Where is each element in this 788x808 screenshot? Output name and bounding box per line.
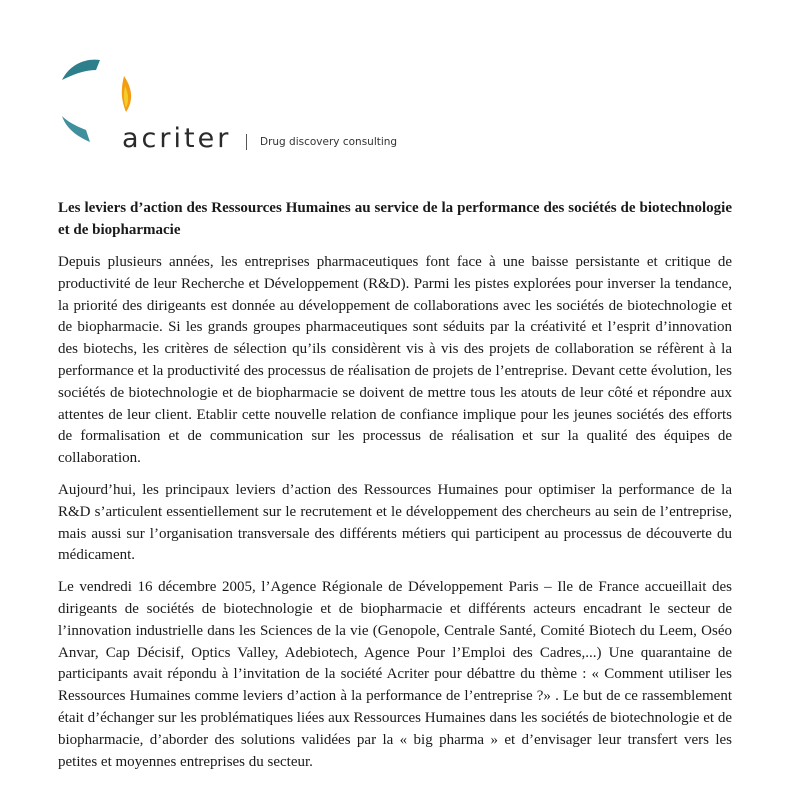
article-paragraph-2: Aujourd’hui, les principaux leviers d’action des Ressources Humaines pour optimiser la performance de la R&D s’articulent essentiellement sur le recrutement et le développement des chercheurs au sein de l’entreprise, mais aussi sur l’organisation transversale des différents métiers qui participent au processus de découverte du médicament. — [58, 481, 732, 564]
acriter-logo — [56, 54, 416, 164]
article-title: Les leviers d’action des Ressources Humaines au service de la performance des sociétés de biotechnologie et de biopharmacie — [58, 200, 732, 238]
article-paragraph-1: Depuis plusieurs années, les entreprises pharmaceutiques font face à une baisse persistante et critique de productivité de leur Recherche et Développement (R&D). Parmi les pistes explorées pour inverser la tendance, la priorité des dirigeants est donnée au développement de collaborations avec les sociétés de biotechnologie et de biopharmacie. Si les grands groupes pharmaceutiques sont séduits par la créativité et l’esprit d’innovation des biotechs, les critères de sélection qu’ils considèrent vis à vis des projets de collaboration se réfèrent à la performance et la productivité des processus de réalisation de projets de l’entreprise. Devant cette évolution, les sociétés de biotechnologie et de biopharmacie se doivent de mettre tous les atouts de leur côté et répondre aux attentes de leur client. Etablir cette nouvelle relation de confiance implique pour les jeunes sociétés des efforts de formalisation et de communication sur les processus de réalisation et sur la qualité des équipes de collaboration. — [58, 254, 732, 467]
logo-tagline: Drug discovery consulting — [260, 136, 398, 148]
article — [58, 197, 732, 783]
logo-wordmark: acriter — [122, 123, 232, 154]
logo-divider — [246, 134, 247, 150]
article-paragraph-3: Le vendredi 16 décembre 2005, l’Agence Régionale de Développement Paris – Ile de France accueillait des dirigeants de sociétés de biotechnologie et de biopharmacie et différents acteurs encadrant le secteur de l’innovation industrielle dans les Sciences de la vie (Genopole, Centrale Santé, Comité Biotech du Leem, Oséo Anvar, Cap Décisif, Optics Valley, Adebiotech, Agence Pour l’Emploi des Cadres,...) Une quarantaine de participants avait répondu à l’invitation de la société Acriter pour débattre du thème : « Comment utiliser les Ressources Humaines comme leviers d’action à la performance de l’entreprise ?» . Le but de ce rassemblement était d’échanger sur les problématiques liées aux Ressources Humaines dans les sociétés de biotechnologie et de biopharmacie, d’aborder des solutions validées par la « big pharma » et d’envisager leur transfert vers les petites et moyennes entreprises du secteur. — [58, 579, 732, 770]
